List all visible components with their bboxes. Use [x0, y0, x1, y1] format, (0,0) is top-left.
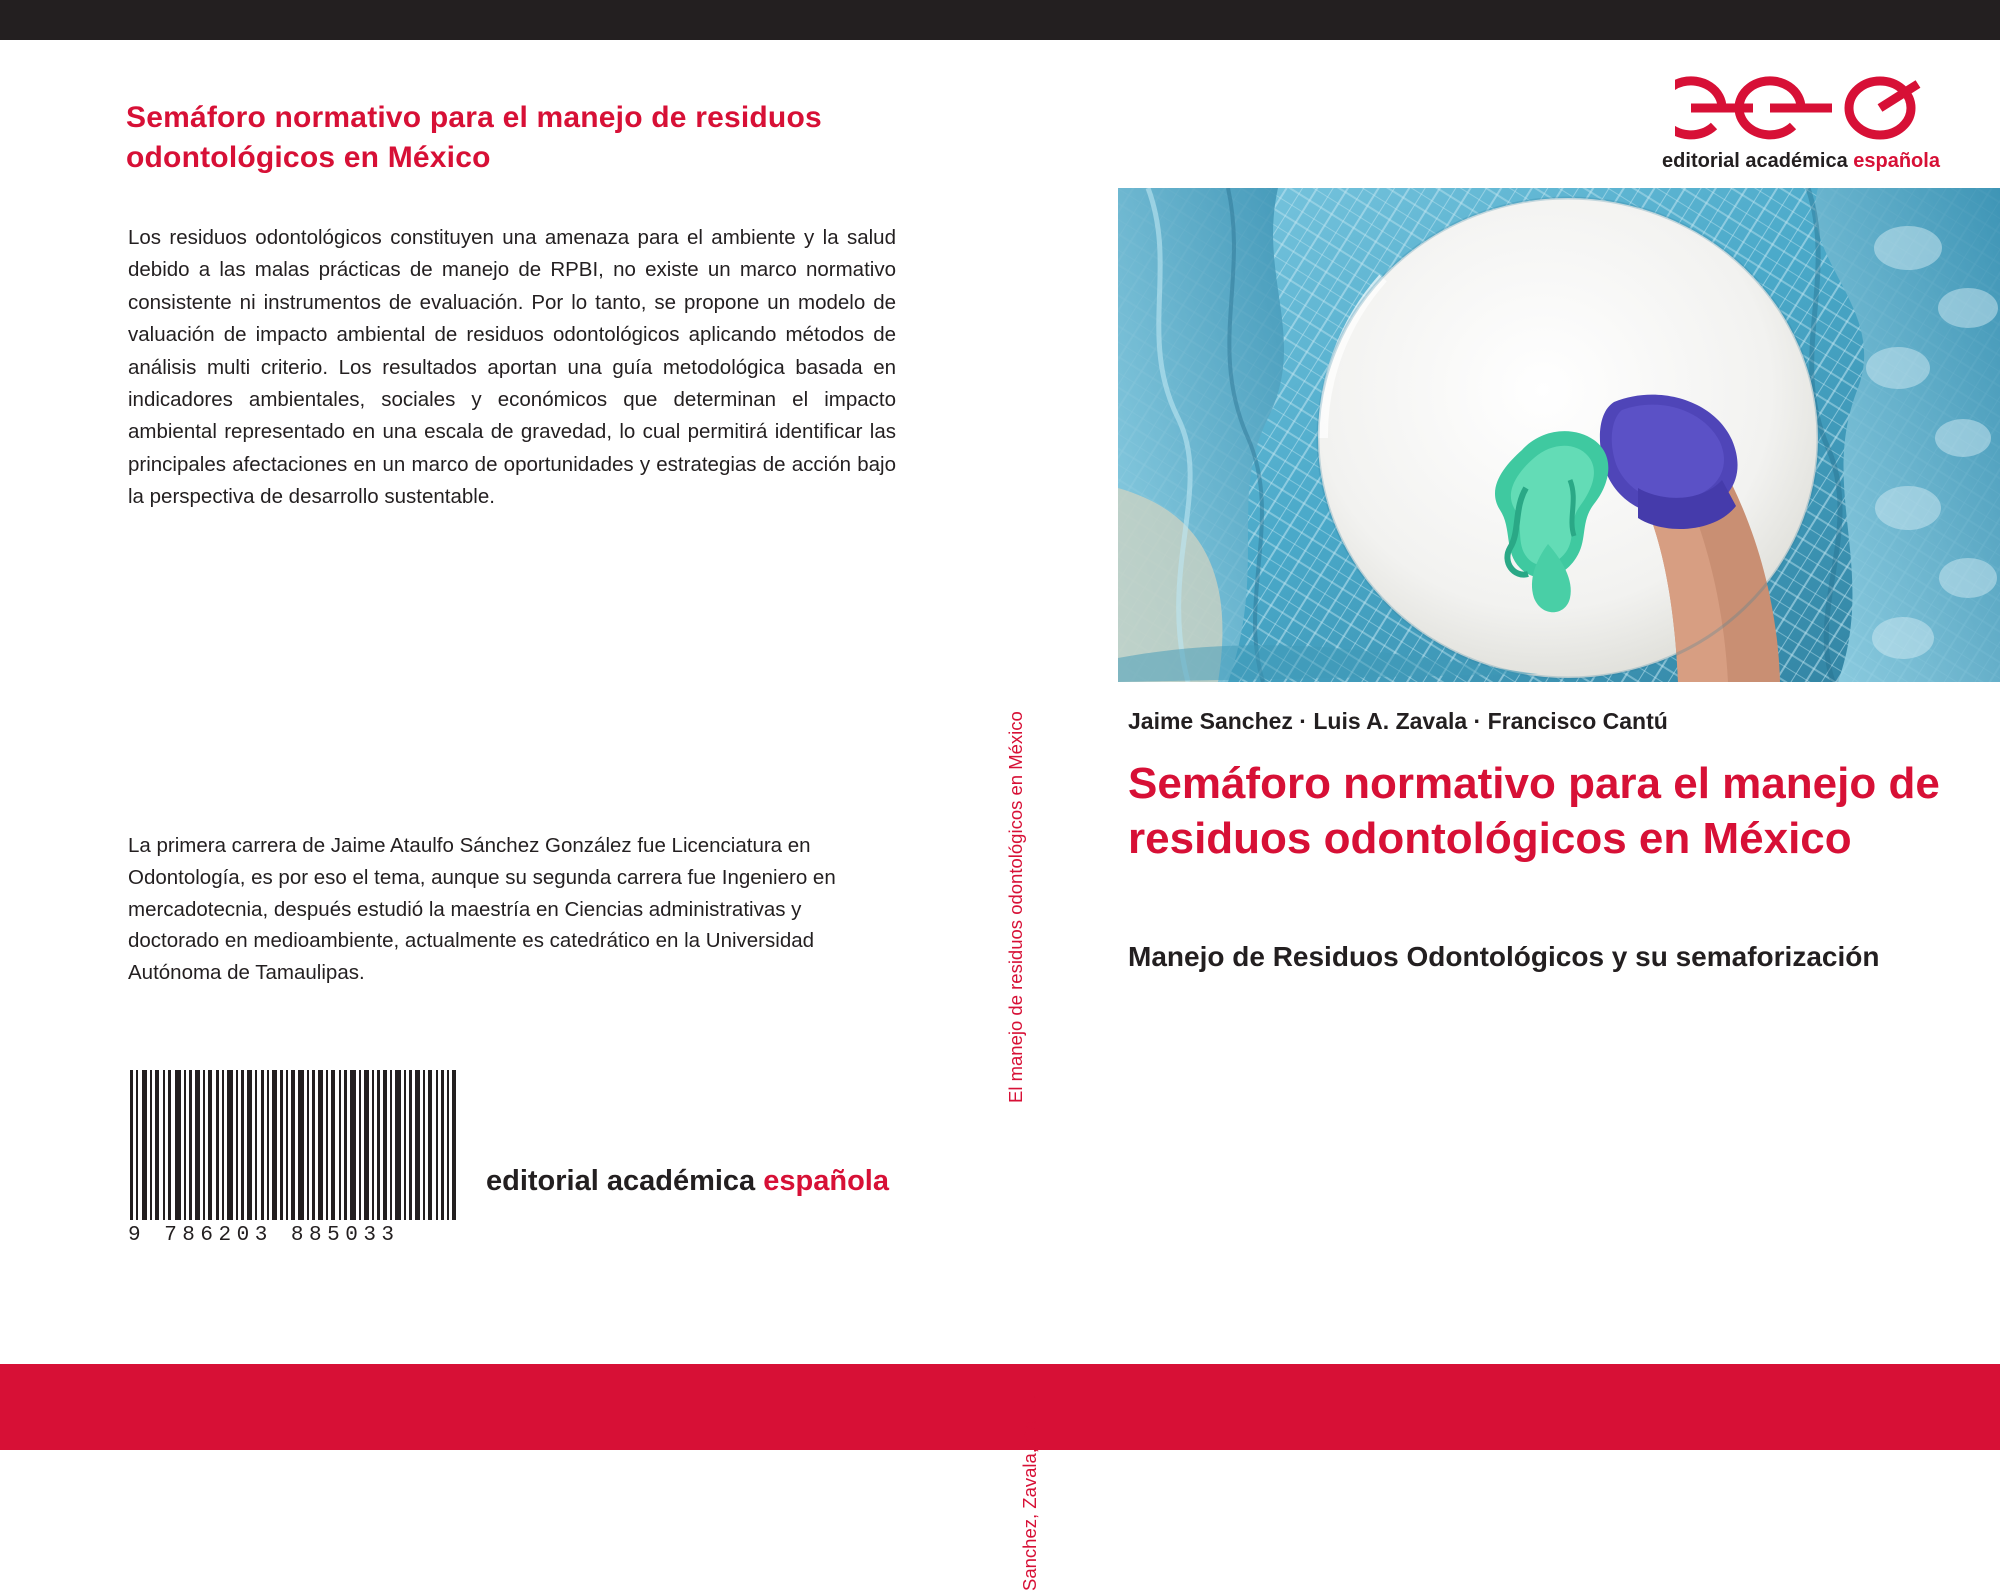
- front-cover-authors: Jaime Sanchez · Luis A. Zavala · Francisco Cantú: [1128, 708, 1668, 734]
- publisher-wordmark-front-accent: española: [1853, 150, 1940, 172]
- barcode-bars-icon: [128, 1070, 458, 1220]
- publisher-wordmark-back-accent: española: [763, 1165, 889, 1197]
- spine-authors-rotated: [1019, 763, 1041, 1591]
- publisher-logo: [1636, 72, 1966, 173]
- publisher-wordmark-back-primary: editorial académica: [486, 1165, 764, 1197]
- back-cover-panel: [16, 40, 956, 1364]
- publisher-wordmark-back: [486, 1165, 889, 1198]
- front-cover-title: Semáforo normativo para el manejo de residuos odontológicos en México: [1128, 759, 1940, 864]
- cover-photo-illustration: [1118, 188, 2000, 682]
- author-biography: La primera carrera de Jaime Ataulfo Sánchez González fue Licenciatura en Odontología, es por eso el tema, aunque su segunda carrera fue Ingeniero en mercadotecnia, después estudió la maestría en Ciencias administrativas y doctorado en medioambiente, actualmente es catedrático en la Universidad Autónoma de Tamaulipas.: [128, 834, 836, 985]
- bottom-band: [0, 1364, 2000, 1450]
- back-cover-abstract: Los residuos odontológicos constituyen una amenaza para el ambiente y la salud debido a las malas prácticas de manejo de RPBI, no existe un marco normativo consistente ni instrumentos de evaluación. Por lo tanto, se propone un modelo de valuación de impacto ambiental de residuos odontológicos aplicando métodos de análisis multi criterio. Los resultados aportan una guía metodológica basada en indicadores ambientales, sociales y económicos que determinan el impacto ambiental representado en una escala de gravedad, lo cual permitirá identificar las principales afectaciones en un marco de oportunidades y estrategias de acción bajo la perspectiva de desarrollo sustentable.: [128, 226, 896, 508]
- spine-title-rotated: [1005, 3, 1027, 1103]
- eae-logo-icon: [1675, 72, 1927, 144]
- front-cover-subtitle: Manejo de Residuos Odontológicos y su semaforización: [1128, 941, 1880, 972]
- publisher-wordmark-front-primary: editorial académica: [1662, 150, 1854, 172]
- top-band: [0, 0, 2000, 40]
- back-cover-title: Semáforo normativo para el manejo de residuos odontológicos en México: [126, 101, 822, 174]
- spine-panel: [956, 40, 1096, 1591]
- barcode-isbn-digits: 9 786203 885033: [128, 1224, 400, 1247]
- barcode: [128, 1070, 458, 1247]
- front-cover-panel: [1096, 40, 2000, 1364]
- publisher-wordmark-front: [1636, 150, 1966, 173]
- cover-photo: [1118, 188, 2000, 682]
- spine-title: El manejo de residuos odontológicos en México: [1005, 711, 1026, 1103]
- spine-authors: Sanchez, Zavala, Cantú: [1019, 1393, 1040, 1591]
